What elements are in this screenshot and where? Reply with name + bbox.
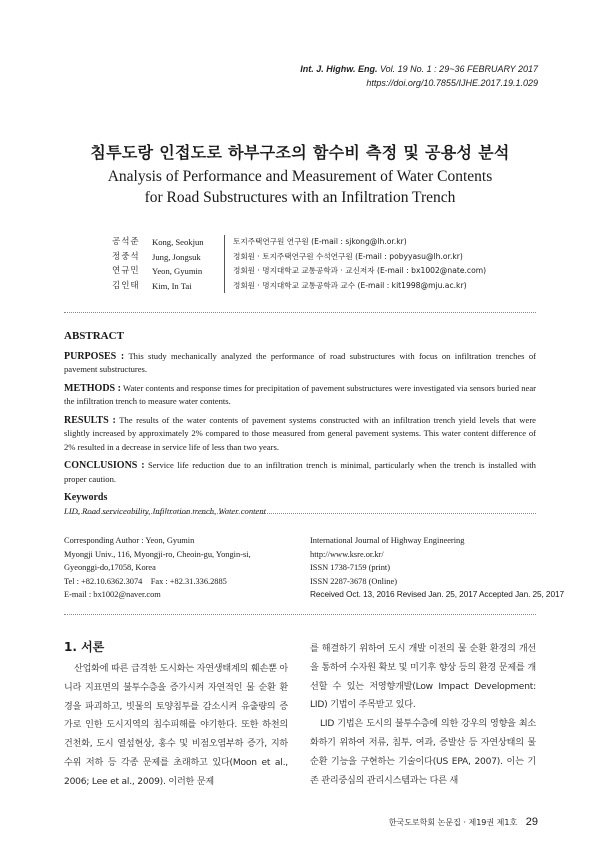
journal-abbrev: Int. J. Highw. Eng. [300,64,378,74]
keywords-heading: Keywords [64,492,108,503]
abstract-conclusions [64,459,536,486]
author-affiliation: 토지주택연구원 연구원 (E-mail : sjkong@lh.or.kr) [224,235,407,250]
divider-dotted [64,312,536,313]
author-name-ko: 김인태 [112,280,140,291]
results-text: The results of the water contents of pavement systems constructed with an infiltration trench yield levels that were slightly increased by approximately 2% compared to those measured from general pavement systems. This water content difference of 2% resulted in a decrease in service life of less than two years. [64,414,536,452]
title-english [0,166,600,208]
accepted-label: Accepted [478,589,513,599]
corr-email[interactable]: E-mail : bx1002@naver.com [64,590,161,599]
divider-dotted [64,614,536,615]
author-affiliation: 정회원 · 명지대학교 교통공학과 · 교신저자 (E-mail : bx1002@nate.com) [224,264,486,279]
abstract-results [64,414,536,455]
author-name-ko: 공석준 [112,237,140,247]
author-row [112,264,486,279]
journal-url[interactable]: http://www.ksre.or.kr/ [310,549,384,559]
body-paragraph: LID 기법은 도시의 불투수층에 의한 강우의 영향을 최소화하기 위하여 저류, 침투, 여과, 증발산 등 자연상태의 물순환 기능을 구현하는 기술이다(US EPA, 2007). 이는 기존 관리중심의 관리시스템과는 다른 새 [310,719,536,786]
title-korean: 침투도랑 인접도로 하부구조의 함수비 측정 및 공용성 분석 [90,143,510,162]
results-label: RESULTS : [64,414,116,426]
corresponding-author-block [64,534,251,602]
author-name-ko: 정중석 [112,251,140,262]
author-row [112,250,486,265]
methods-text: Water contents and response times for precipitation of pavement substructures were investigated via sensors buried near the infiltration trench to measure water contents. [64,382,537,406]
abstract-methods [64,382,536,409]
footer-journal: 한국도로학회 논문집 · 제19권 제1호 [388,818,518,827]
conclusions-text: Service life reduction due to an infiltration trench is minimal, particularly when the trench is installed with proper caution. [64,460,536,484]
body-paragraph: 를 해결하기 위하여 도시 개발 이전의 물 순환 환경의 개선을 통하여 수자원 확보 및 미기후 향상 등의 환경 문제를 개선할 수 있는 저영향개발(Low Impact Development: LID) 기법이 주목받고 있다. [310,644,536,711]
title-english-line2: for Road Substructures with an Infiltration Trench [144,189,456,206]
title-english-line1: Analysis of Performance and Measurement of Water Contents [107,168,493,185]
author-affiliation: 정회원 · 토지주택연구원 수석연구원 (E-mail : pobyyasu@lh.or.kr) [224,250,463,265]
body-column-left [64,660,288,792]
author-affiliation: 정회원 · 명지대학교 교통공학과 교수 (E-mail : kit1998@mju.ac.kr) [224,279,467,294]
divider-dotted [64,513,536,514]
journal-info-block [310,534,564,602]
issn-online: ISSN 2287-3678 (Online) [310,576,398,586]
abstract-section [64,330,536,518]
received-label: Received [310,589,344,599]
accepted-date: Jan. 25, 2017 [515,589,564,599]
author-row [112,279,486,294]
corr-line: Tel : +82.10.6362.3074 Fax : +82.31.336.2885 [64,576,227,586]
received-dates [310,588,564,602]
author-name-en: Kim, In Tai [152,280,192,291]
doi-link[interactable]: https://doi.org/10.7855/IJHE.2017.19.1.029 [366,78,538,88]
revised-date: Jan. 25, 2017 [428,589,478,599]
corr-line: Myongji Univ., 116, Myongji-ro, Cheoin-gu, Yongin-si, [64,549,251,559]
issn-print: ISSN 1738-7159 (print) [310,563,391,572]
received-date: Oct. 13, 2016 [346,589,395,599]
author-name-en: Yeon, Gyumin [152,266,203,276]
volume-info: Vol. 19 No. 1 : 29~36 FEBRUARY 2017 [379,64,538,74]
author-name-en: Kong, Seokjun [152,237,204,247]
abstract-heading: ABSTRACT [64,330,124,342]
page-number: 29 [525,816,538,828]
author-name-en: Jung, Jongsuk [152,251,201,262]
body-paragraph: 산업화에 따른 급격한 도시화는 자연생태계의 훼손뿐 아니라 지표면의 불투수층을 증가시켜 자연적인 물 순환 환경을 파괴하고, 빗물의 토양침투를 감소시켜 유출량의 증가로 인한 도시지역의 침수피해를 야기한다. 또한 하천의 건천화, 도시 열섬현상, 홍수 및 비점오염부하 증가, 지하수위 저하 등 각종 문제를 초래하고 있다(Moon et al., 2006; Lee et al., 2009). 이러한 문제 [64,664,288,787]
body-column-right [310,640,536,790]
revised-label: Revised [396,589,427,599]
abstract-purposes [64,350,536,377]
info-line: International Journal of Highway Engineering [310,536,465,545]
section-title: 1. 서론 [64,640,105,654]
journal-citation [300,62,538,76]
page-footer [389,816,538,828]
corr-line: Corresponding Author : Yeon, Gyumin [64,536,195,545]
journal-header [300,62,538,90]
purposes-label: PURPOSES : [64,350,125,362]
corr-line: Gyeonggi-do,17058, Korea [64,563,156,572]
keywords-text: LID, Road serviceability, Infiltration trench, Water content [64,505,267,516]
methods-label: METHODS : [64,382,121,394]
conclusions-label: CONCLUSIONS : [64,460,145,471]
purposes-text: This study mechanically analyzed the performance of road substructures with focus on infiltration trenches of pavement substructures. [64,350,537,374]
author-name-ko: 연규민 [112,266,140,276]
author-row [112,235,486,250]
author-list [112,235,486,293]
